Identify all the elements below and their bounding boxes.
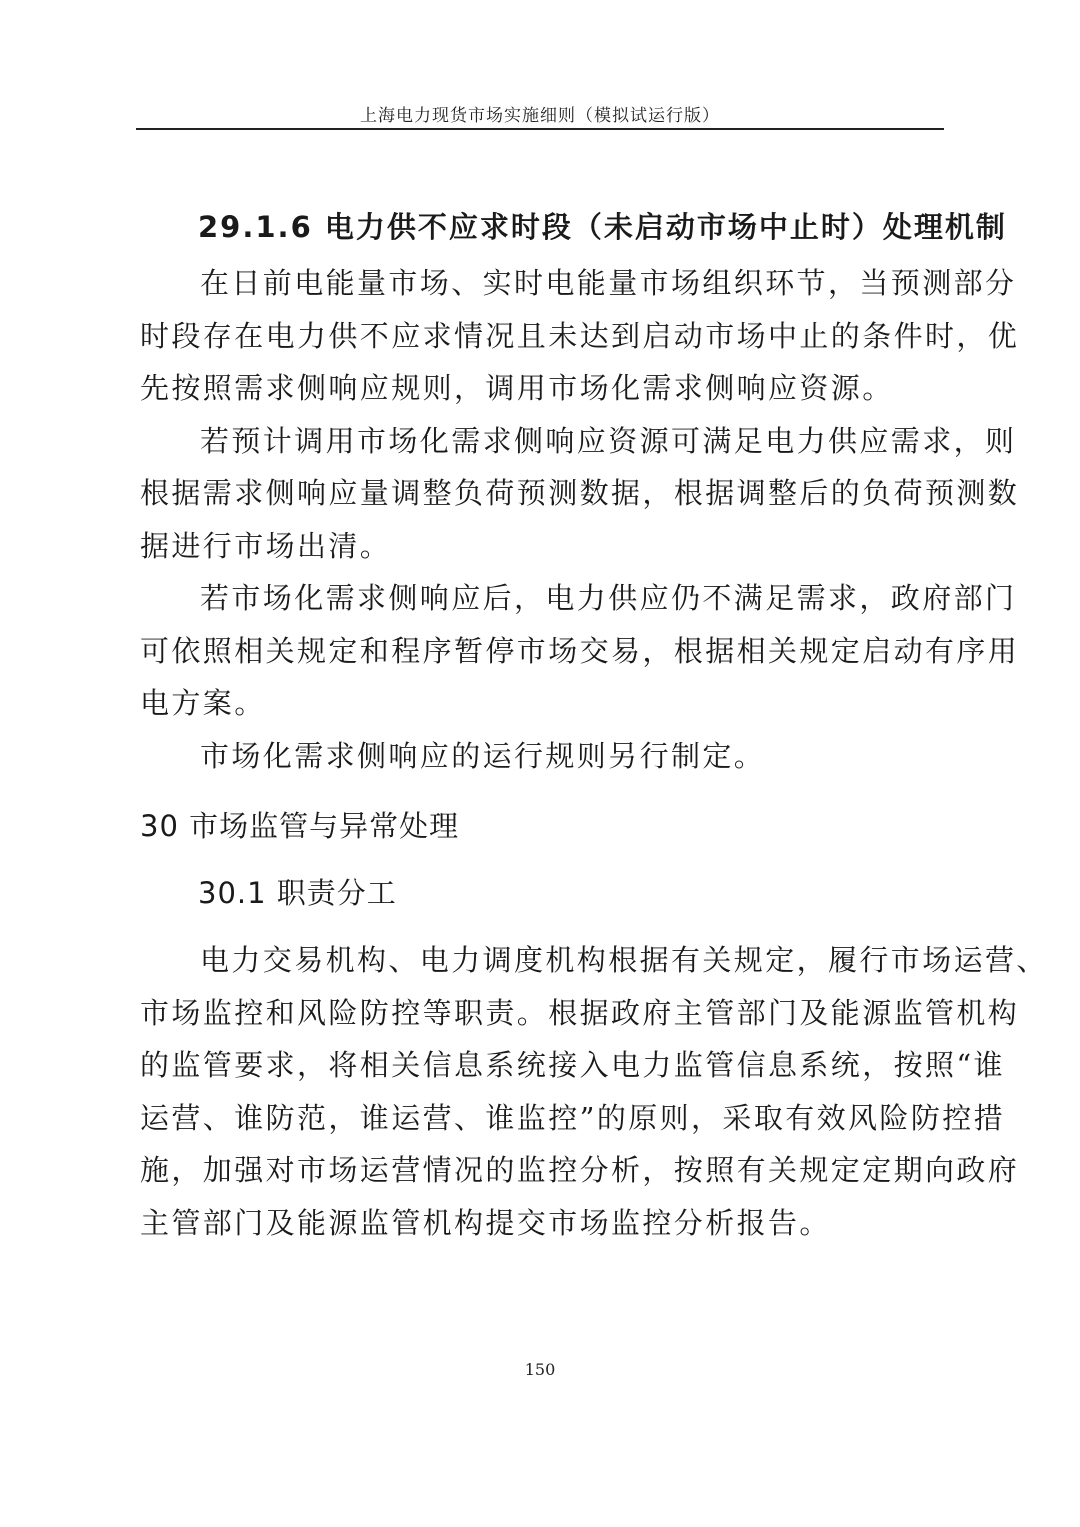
paragraph — [140, 572, 1020, 730]
header-rule — [136, 128, 944, 130]
text-line: 施，加强对市场运营情况的监控分析，按照有关规定定期向政府 — [140, 1153, 1020, 1187]
text-line: 时段存在电力供不应求情况且未达到启动市场中止的条件时，优 — [140, 318, 1020, 353]
page-number: 150 — [524, 1360, 556, 1379]
text-line: 的监管要求，将相关信息系统接入电力监管信息系统，按照“谁 — [140, 1048, 1006, 1082]
paragraph — [140, 730, 940, 783]
section-heading-30-1: 30.1 职责分工 — [198, 876, 397, 910]
text-line: 若预计调用市场化需求侧响应资源可满足电力供应需求，则 — [200, 423, 1017, 458]
text-line: 据进行市场出清。 — [140, 528, 392, 563]
text-line: 先按照需求侧响应规则，调用市场化需求侧响应资源。 — [140, 371, 894, 405]
text-line: 主管部门及能源监管机构提交市场监控分析报告。 — [140, 1205, 831, 1240]
paragraph — [140, 257, 1020, 415]
paragraph — [140, 934, 1048, 1249]
text-line: 根据需求侧响应量调整负荷预测数据，根据调整后的负荷预测数 — [140, 476, 1020, 510]
page-content — [140, 205, 1048, 1249]
text-line: 运营、谁防范，谁运营、谁监控”的原则，采取有效风险防控措 — [140, 1100, 1006, 1135]
paragraph — [140, 415, 1020, 573]
text-line: 市场监控和风险防控等职责。根据政府主管部门及能源监管机构 — [140, 995, 1020, 1030]
text-line: 可依照相关规定和程序暂停市场交易，根据相关规定启动有序用 — [140, 633, 1020, 668]
text-line: 在日前电能量市场、实时电能量市场组织环节，当预测部分 — [200, 266, 1017, 300]
section-heading-29-1-6: 29.1.6 电力供不应求时段（未启动市场中止时）处理机制 — [198, 210, 1007, 244]
section-heading-30: 30 市场监管与异常处理 — [140, 809, 460, 843]
text-line: 电力交易机构、电力调度机构根据有关规定，履行市场运营、 — [200, 943, 1048, 977]
text-line: 若市场化需求侧响应后，电力供应仍不满足需求，政府部门 — [200, 581, 1017, 615]
text-line: 电方案。 — [140, 686, 266, 720]
text-line: 市场化需求侧响应的运行规则另行制定。 — [200, 738, 766, 773]
page-header: 上海电力现货市场实施细则（模拟试运行版） — [360, 106, 720, 126]
